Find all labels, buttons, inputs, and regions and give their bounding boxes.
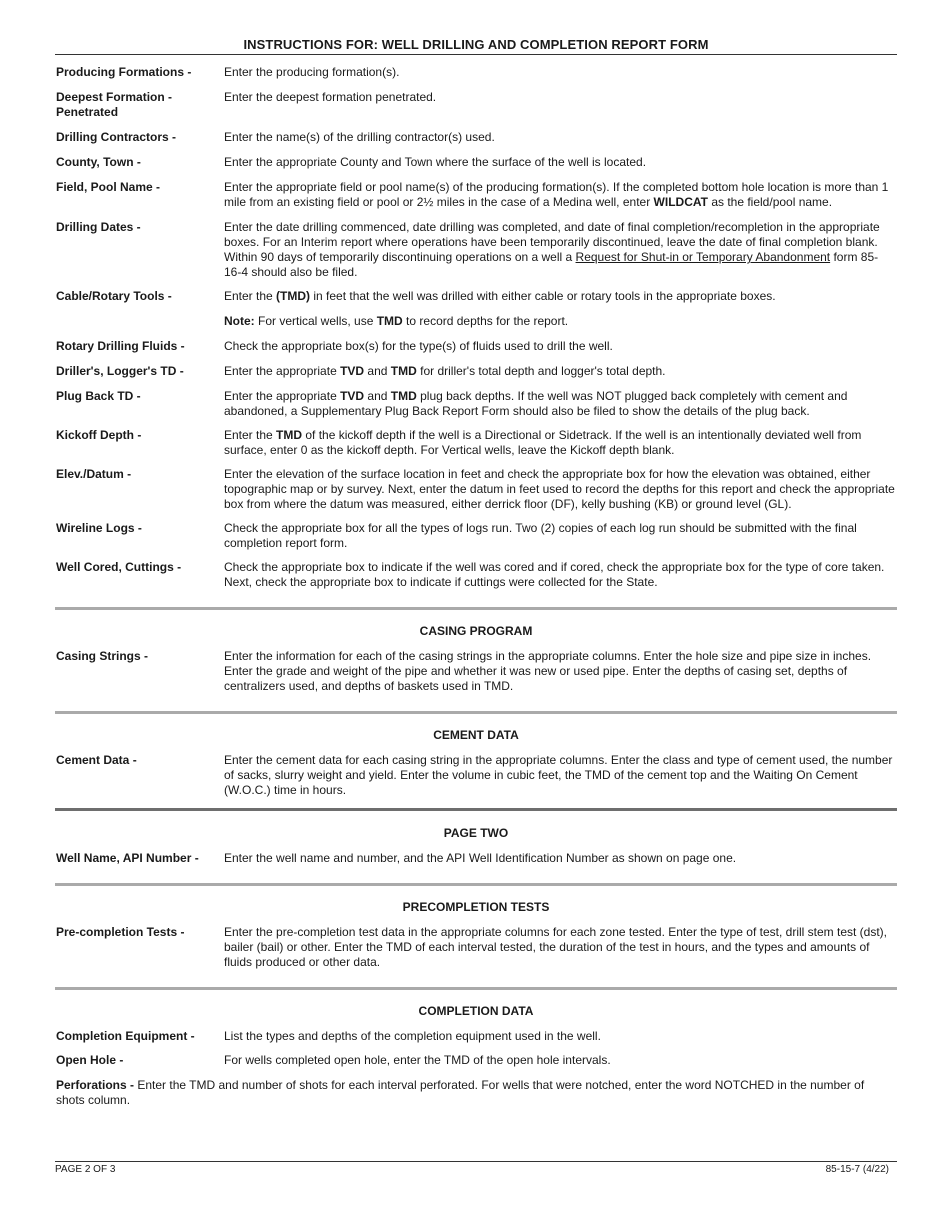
page-two-text: Enter the well name and number, and the API Well Identification Number as shown on page one. xyxy=(224,851,737,865)
instruction-text: Enter the (TMD) in feet that the well was drilled with either cable or rotary tools in the appropriate boxes. xyxy=(224,289,776,303)
instruction-text: Enter the elevation of the surface location in feet and check the appropriate box for how the elevation was obtained, either topographic map or by survey. Next, enter the datum in feet used to record the depths for this report and check the appropriate box from where the datum was measured, either derrick floor (DF), kelly bushing (KB) or ground level (GL). xyxy=(224,467,895,511)
instruction-label: County, Town - xyxy=(56,155,141,169)
instruction-label: Drilling Dates - xyxy=(56,220,141,234)
instruction-label xyxy=(55,314,224,329)
open-hole-text: For wells completed open hole, enter the TMD of the open hole intervals. xyxy=(224,1053,611,1067)
page-number: PAGE 2 OF 3 xyxy=(55,1164,116,1175)
instruction-label: Elev./Datum - xyxy=(56,467,132,481)
instruction-row xyxy=(55,155,897,170)
instruction-row xyxy=(55,289,897,304)
perforations-text: Enter the TMD and number of shots for each interval perforated. For wells that were notched, enter the word NOTCHED in the number of shots column. xyxy=(56,1078,865,1107)
open-hole-label: Open Hole - xyxy=(56,1053,124,1067)
instruction-label: Driller's, Logger's TD - xyxy=(56,364,184,378)
section-divider xyxy=(55,711,897,714)
completion-equipment-row xyxy=(55,1029,897,1044)
instruction-row xyxy=(55,220,897,280)
precompletion-row xyxy=(55,925,897,970)
instruction-label: Deepest Formation - Penetrated xyxy=(56,90,173,119)
instruction-row xyxy=(55,364,897,379)
instruction-text: Enter the appropriate County and Town where the surface of the well is located. xyxy=(224,155,647,169)
footer-rule xyxy=(55,1161,897,1162)
precompletion-heading: PRECOMPLETION TESTS xyxy=(402,900,550,914)
instruction-label: Plug Back TD - xyxy=(56,389,141,403)
precompletion-text: Enter the pre-completion test data in the appropriate columns for each zone tested. Enter the type of test, drill stem test (dst), bailer (bail) or other. Enter the TMD of each interval tested, the duration of the test in hours, and the types and amounts of fluids produced or other data. xyxy=(224,925,888,969)
section-divider xyxy=(55,808,897,811)
section-divider xyxy=(55,883,897,886)
instruction-text: Check the appropriate box to indicate if the well was cored and if cored, check the appropriate box for the type of core taken. Next, check the appropriate box to indicate if cuttings were collected for the State. xyxy=(224,560,885,589)
instruction-label: Field, Pool Name - xyxy=(56,180,161,194)
instruction-text: Enter the producing formation(s). xyxy=(224,65,400,79)
perforations-paragraph xyxy=(55,1078,897,1108)
casing-heading: CASING PROGRAM xyxy=(419,624,533,638)
cement-label: Cement Data - xyxy=(56,753,137,767)
instruction-row xyxy=(55,90,897,120)
page-footer xyxy=(55,1164,889,1175)
completion-heading: COMPLETION DATA xyxy=(418,1004,534,1018)
instruction-row xyxy=(55,65,897,80)
form-number: 85-15-7 (4/22) xyxy=(825,1164,889,1175)
instruction-text: Enter the name(s) of the drilling contractor(s) used. xyxy=(224,130,495,144)
perforations-label: Perforations - xyxy=(56,1078,135,1092)
instruction-label: Wireline Logs - xyxy=(56,521,142,535)
open-hole-row xyxy=(55,1053,897,1068)
form-link: Request for Shut-in or Temporary Abandonment xyxy=(575,250,831,264)
cement-row xyxy=(55,753,897,798)
instruction-text: Enter the appropriate TVD and TMD for driller's total depth and logger's total depth. xyxy=(224,364,666,378)
instruction-label: Well Cored, Cuttings - xyxy=(56,560,182,574)
section-divider xyxy=(55,607,897,610)
instruction-row xyxy=(55,389,897,419)
instruction-text: Enter the appropriate TVD and TMD plug back depths. If the well was NOT plugged back completely with cement and abandoned, a Supplementary Plug Back Report Form should also be filed to show the details of the plug back. xyxy=(224,389,848,418)
instruction-label: Drilling Contractors - xyxy=(56,130,177,144)
note-text: Note: For vertical wells, use TMD to record depths for the report. xyxy=(224,314,569,328)
casing-label: Casing Strings - xyxy=(56,649,149,663)
instruction-text: Enter the deepest formation penetrated. xyxy=(224,90,437,104)
instruction-row xyxy=(55,130,897,145)
page-title: INSTRUCTIONS FOR: WELL DRILLING AND COMPLETION REPORT FORM xyxy=(243,37,709,52)
cement-text: Enter the cement data for each casing string in the appropriate columns. Enter the class and type of cement used, the number of sacks, slurry weight and yield. Enter the volume in cubic feet, the TMD of the cement top and the Waiting On Cement (W.O.C.) time in hours. xyxy=(224,753,893,797)
instruction-label: Producing Formations - xyxy=(56,65,192,79)
precompletion-label: Pre-completion Tests - xyxy=(56,925,185,939)
instruction-text: Enter the TMD of the kickoff depth if the well is a Directional or Sidetrack. If the well is an intentionally deviated well from surface, enter 0 as the kickoff depth. For Vertical wells, leave the Kickoff depth blank. xyxy=(224,428,862,457)
instruction-row xyxy=(55,521,897,551)
instruction-text: Check the appropriate box for all the types of logs run. Two (2) copies of each log run should be submitted with the final completion report form. xyxy=(224,521,857,550)
instruction-row xyxy=(55,467,897,512)
instruction-text: Enter the date drilling commenced, date drilling was completed, and date of final completion/recompletion in the appropriate boxes. For an Interim report where operations have been temporarily discontinued, leave the date of final completion blank. Within 90 days of temporarily discontinuing operations on a well a Request for Shut-in or Temporary Abandonment form 85-16-4 should also be filed. xyxy=(224,220,880,279)
instruction-label: Kickoff Depth - xyxy=(56,428,142,442)
section-divider xyxy=(55,987,897,990)
cement-heading: CEMENT DATA xyxy=(433,728,519,742)
instruction-row xyxy=(55,339,897,354)
instruction-text: Check the appropriate box(s) for the type(s) of fluids used to drill the well. xyxy=(224,339,613,353)
note-row xyxy=(55,314,897,329)
instruction-row xyxy=(55,428,897,458)
instruction-label: Rotary Drilling Fluids - xyxy=(56,339,185,353)
instruction-label: Cable/Rotary Tools - xyxy=(56,289,172,303)
page-two-label: Well Name, API Number - xyxy=(56,851,199,865)
completion-equipment-label: Completion Equipment - xyxy=(56,1029,195,1043)
instruction-text: Enter the appropriate field or pool name(s) of the producing formation(s). If the completed bottom hole location is more than 1 mile from an existing field or pool or 2½ miles in the case of a Medina well, enter WILDCAT as the field/pool name. xyxy=(224,180,889,209)
page-two-heading: PAGE TWO xyxy=(443,826,509,840)
instruction-row xyxy=(55,180,897,210)
general-instructions xyxy=(55,65,897,590)
page-two-row xyxy=(55,851,897,866)
casing-text: Enter the information for each of the casing strings in the appropriate columns. Enter the hole size and pipe size in inches. Enter the grade and weight of the pipe and whether it was new or used pipe. Enter the depths of casing set, depths of centralizers used, and depths of baskets used in TMD. xyxy=(224,649,872,693)
casing-row xyxy=(55,649,897,694)
completion-equipment-text: List the types and depths of the completion equipment used in the well. xyxy=(224,1029,601,1043)
instructions-page xyxy=(55,0,897,1230)
instruction-row xyxy=(55,560,897,590)
title-rule xyxy=(55,54,897,55)
